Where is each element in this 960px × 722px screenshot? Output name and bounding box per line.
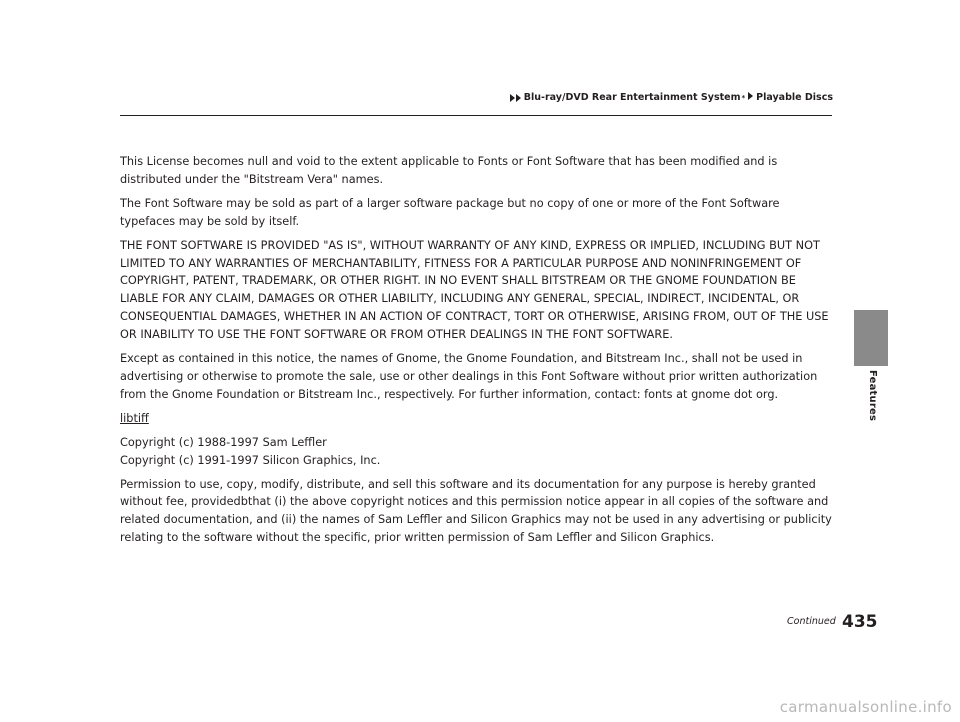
section-heading-libtiff: libtiff xyxy=(120,411,149,425)
breadcrumb-page: Playable Discs xyxy=(756,92,833,103)
section-tab-marker xyxy=(854,310,888,366)
license-paragraph-permission: Permission to use, copy, modify, distribute, and sell this software and its documentation for any purpose is hereby granted without fee, providedbthat (i) the above copyright notices and this permission notice appear in all copies of the software and related documentation, and (ii) the names of Sam Leffler and Silicon Graphics may not be used in any advertising or publicity relating to the software without the specific, prior written permission of Sam Leffler and Silicon Graphics. xyxy=(120,477,832,545)
breadcrumb xyxy=(510,92,833,103)
copyright-line-leffler: Copyright (c) 1988-1997 Sam Leffler xyxy=(120,435,327,449)
double-arrow-icon xyxy=(510,94,522,102)
header-divider xyxy=(120,115,832,116)
copyright-line-sgi: Copyright (c) 1991-1997 Silicon Graphics, Inc. xyxy=(120,453,381,467)
section-tab-label: Features xyxy=(867,370,878,422)
license-paragraph-null-void: This License becomes null and void to the extent applicable to Fonts or Font Software that has been modified and is distributed under the "Bitstream Vera" names. xyxy=(120,155,778,186)
page-content xyxy=(120,153,832,553)
watermark: carmanualsonline.info xyxy=(779,698,952,716)
page-number: 435 xyxy=(842,612,878,632)
license-paragraph-sale: The Font Software may be sold as part of a larger software package but no copy of one or more of the Font Software typefaces may be sold by itself. xyxy=(120,196,780,228)
arrow-icon xyxy=(748,92,754,103)
breadcrumb-section: Blu-ray/DVD Rear Entertainment System xyxy=(523,92,741,103)
breadcrumb-asterisk: * xyxy=(741,93,746,102)
license-paragraph-warranty: THE FONT SOFTWARE IS PROVIDED "AS IS", WITHOUT WARRANTY OF ANY KIND, EXPRESS OR IMPLIED, INCLUDING BUT NOT LIMITED TO ANY WARRANTIES OF MERCHANTABILITY, FITNESS FOR A PARTICULAR PURPOSE AND NONINFRINGEMENT OF COPYRIGHT, PATENT, TRADEMARK, OR OTHER RIGHT. IN NO EVENT SHALL BITSTREAM OR THE GNOME FOUNDATION BE LIABLE FOR ANY CLAIM, DAMAGES OR OTHER LIABILITY, INCLUDING ANY GENERAL, SPECIAL, INDIRECT, INCIDENTAL, OR CONSEQUENTIAL DAMAGES, WHETHER IN AN ACTION OF CONTRACT, TORT OR OTHERWISE, ARISING FROM, OUT OF THE USE OR INABILITY TO USE THE FONT SOFTWARE OR FROM OTHER DEALINGS IN THE FONT SOFTWARE. xyxy=(120,238,829,342)
license-paragraph-advertising: Except as contained in this notice, the names of Gnome, the Gnome Foundation, and Bitstream Inc., shall not be used in advertising or otherwise to promote the sale, use or other dealings in this Font Software without prior written authorization from the Gnome Foundation or Bitstream Inc., respectively. For further information, contact: fonts at gnome dot org. xyxy=(120,352,818,401)
continued-label: Continued xyxy=(787,616,836,627)
